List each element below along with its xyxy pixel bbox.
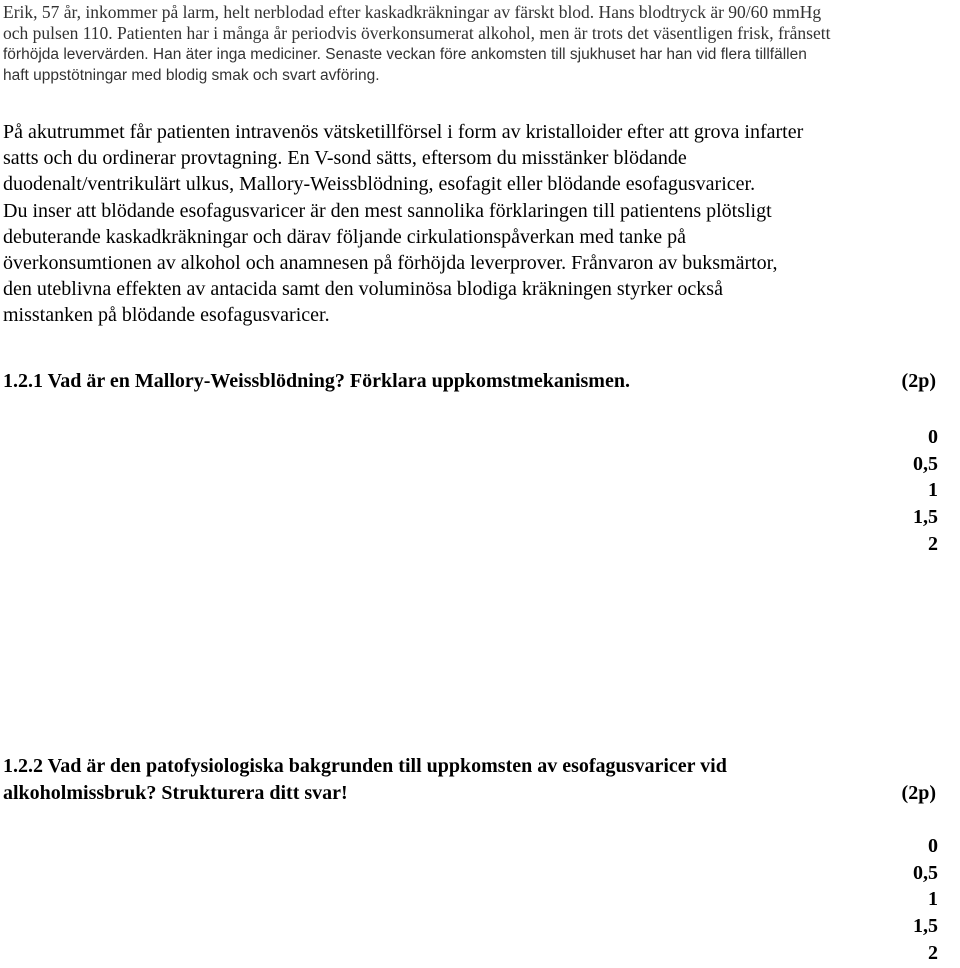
score-option: 2 bbox=[928, 941, 938, 964]
score-option: 0,5 bbox=[913, 452, 938, 475]
question-1-2-2 bbox=[3, 753, 955, 807]
score-option: 1 bbox=[928, 479, 938, 502]
score-scale-1 bbox=[913, 424, 938, 558]
score-option: 1,5 bbox=[913, 915, 938, 938]
score-option: 0 bbox=[928, 835, 938, 857]
score-option: 1,5 bbox=[913, 506, 938, 529]
case-line: debuterande kaskadkräkningar och därav följande cirkulationspåverkan med tanke på bbox=[3, 225, 687, 248]
intro-line: Erik, 57 år, inkommer på larm, helt nerblodad efter kaskadkräkningar av färskt blod. Hans blodtryck är 90/60 mmHg bbox=[3, 2, 822, 22]
case-description bbox=[3, 119, 958, 329]
question-1-2-1 bbox=[3, 368, 955, 395]
question-text bbox=[3, 368, 955, 395]
score-scale-2 bbox=[913, 833, 938, 967]
question-text bbox=[3, 780, 955, 807]
case-line: Du inser att blödande esofagusvaricer är den mest sannolika förklaringen till patientens plötsligt bbox=[3, 199, 772, 222]
intro-line: förhöjda levervärden. Han äter inga mediciner. Senaste veckan före ankomsten till sjukhuset har han vid flera tillfällen bbox=[3, 46, 807, 63]
case-line: duodenalt/ventrikulärt ulkus, Mallory-Weissblödning, esofagit eller blödande esofagusvaricer. bbox=[3, 173, 756, 196]
intro-line: och pulsen 110. Patienten har i många år periodvis överkonsumerat alkohol, men är trots det väsentligen frisk, frånsett bbox=[3, 23, 831, 43]
score-option: 1 bbox=[928, 888, 938, 911]
case-line: den uteblivna effekten av antacida samt den voluminösa blodiga kräkningen styrker också bbox=[3, 278, 723, 301]
case-intro bbox=[3, 2, 955, 86]
question-line: 1.2.2 Vad är den patofysiologiska bakgrunden till uppkomsten av esofagusvaricer vid bbox=[3, 755, 727, 777]
question-points: (2p) bbox=[901, 370, 936, 392]
case-line: överkonsumtionen av alkohol och anamnesen på förhöjda leverprover. Frånvaron av buksmärtor, bbox=[3, 252, 778, 275]
case-line: På akutrummet får patienten intravenös vätsketillförsel i form av kristalloider efter att grova infarter bbox=[3, 121, 804, 143]
case-line: satts och du ordinerar provtagning. En V-sond sätts, eftersom du misstänker blödande bbox=[3, 147, 687, 170]
case-line: misstanken på blödande esofagusvaricer. bbox=[3, 304, 330, 327]
intro-line: haft uppstötningar med blodig smak och svart avföring. bbox=[3, 67, 380, 84]
question-points: (2p) bbox=[901, 782, 936, 804]
question-line: 1.2.1 Vad är en Mallory-Weissblödning? Förklara uppkomstmekanismen. bbox=[3, 370, 630, 392]
question-line: alkoholmissbruk? Strukturera ditt svar! bbox=[3, 782, 348, 804]
score-option: 0 bbox=[928, 426, 938, 448]
question-text bbox=[3, 753, 955, 780]
score-option: 0,5 bbox=[913, 861, 938, 884]
score-option: 2 bbox=[928, 532, 938, 555]
